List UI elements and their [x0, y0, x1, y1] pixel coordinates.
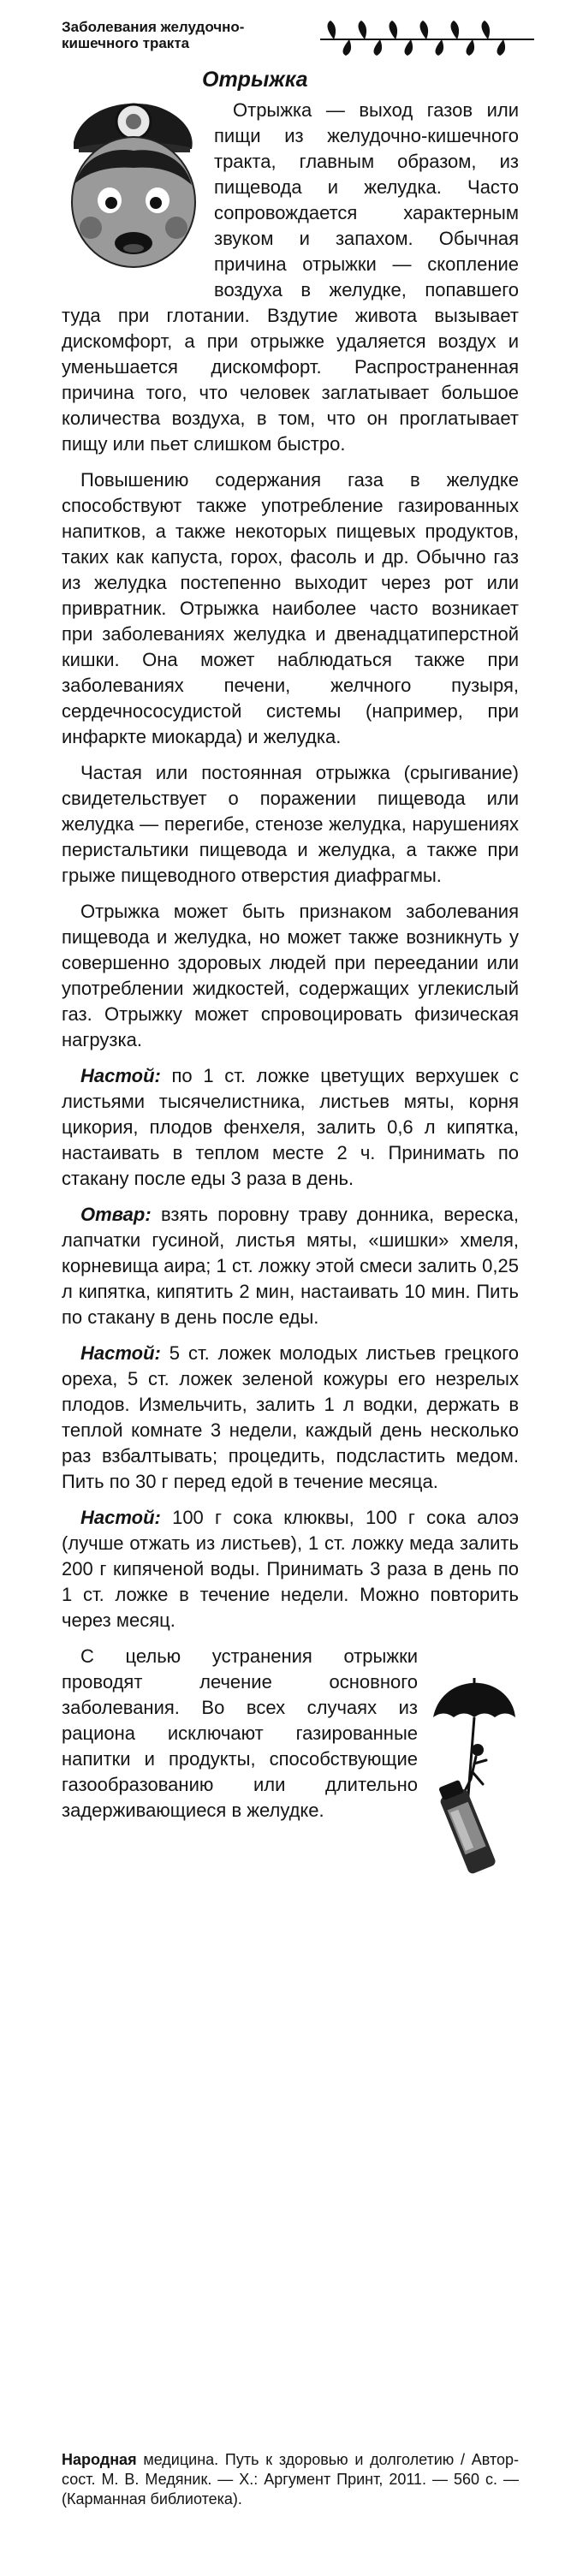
umbrella-figure-illustration-icon	[426, 1678, 519, 1880]
paragraph-closing: С целью устранения отрыжки проводят лечение основного заболевания. Во всех случаях из рациона исключают газированные напитки и продукты, способствующие газообразованию или длительно задерживающиеся в желудке.	[62, 1645, 418, 1821]
recipe-text: 5 ст. ложек молодых листьев грецкого ореха, 5 ст. ложек зеленой кожуры его незрелых плодов. Измельчить, залить 1 л водки, держать в теплой комнате 3 недели, каждый день несколько раз взбалтывать; процедить, подсластить медом. Пить по 30 г перед едой в течение месяца.	[62, 1342, 519, 1492]
recipe-text: взять поровну траву донника, вереска, лапчатки гусиной, листья мяты, «шишки» хмеля, корневища аира; 1 ст. ложку этой смеси залить 0,25 л кипятка, кипятить 2 мин, настаивать 10 мин. Пить по стакану в день после еды.	[62, 1204, 519, 1328]
recipe-text: по 1 ст. ложке цветущих верхушек с листьями тысячелистника, листьев мяты, корня цикория, плодов фенхеля, залить 0,6 л кипятка, настаивать в теплом месте 2 ч. Принимать по стакану после еды 3 раза в день.	[62, 1065, 519, 1189]
paragraph-intro: Отрыжка — выход газов или пищи из желудочно-кишечного тракта, главным образом, из пищевода и желудка. Часто сопровождается характерным звуком и запахом. Обычная причина отрыжки — скопление воздуха в желудке, попавшего туда при глотании. Вздутие живота вызывает дискомфорт, а при отрыжке удаляется воздух и уменьшается дискомфорт. Распространенная причина того, что человек заглатывает большое количества воздуха, в том, что он проглатывает пищу или пьет слишком быстро.	[62, 99, 519, 455]
recipe-lead: Настой:	[80, 1065, 161, 1086]
source-details: медицина. Путь к здоровью и долголетию / Автор-сост. М. В. Медяник. — Х.: Аргумент Принт, 2011. — 560 с. — (Карманная библиотека).	[62, 2451, 519, 2508]
recipe-item	[62, 1063, 519, 1192]
doctor-illustration-icon	[62, 98, 205, 279]
recipe-item	[62, 1202, 519, 1330]
recipe-item	[62, 1505, 519, 1633]
source-citation	[62, 2450, 519, 2509]
vine-ornament-icon	[318, 19, 537, 57]
paragraph-chronic: Частая или постоянная отрыжка (срыгивание) свидетельствует о поражении пищевода или желудка — перегибе, стенозе желудка, нарушениях перистальтики пищевода и желудка, а также при грыже пищеводного отверстия диафрагмы.	[62, 762, 519, 886]
recipe-item	[62, 1341, 519, 1495]
source-lead: Народная	[62, 2451, 137, 2468]
page-header	[62, 17, 541, 58]
section-label: Заболевания желудочно-кишечного тракта	[62, 19, 245, 51]
paragraph-healthy: Отрыжка может быть признаком заболевания пищевода и желудка, но может также возникнуть у совершенно здоровых людей при переедании или употреблении жидкостей, содержащих углекислый газ. Отрыжку может спровоцировать физическая нагрузка.	[62, 901, 519, 1050]
paragraph-causes: Повышению содержания газа в желудке способствуют также употребление газированных напитков, а также некоторых пищевых продуктов, таких как капуста, горох, фасоль и др. Обычно газ из желудка постепенно выходит через рот или привратник. Отрыжка наиболее часто возникает при заболеваниях желудка и двенадцатиперстной кишки. Она может наблюдаться также при заболеваниях печени, желчного пузыря, сердечнососудистой системы (например, при инфаркте миокарда) и желудка.	[62, 469, 519, 747]
recipe-lead: Настой:	[80, 1507, 161, 1528]
recipe-text: 100 г сока клюквы, 100 г сока алоэ (лучше отжать из листьев), 1 ст. ложку меда залить 200 г кипяченой воды. Принимать 3 раза в день по 1 ст. ложке в течение недели. Можно повторить через месяц.	[62, 1507, 519, 1631]
recipe-lead: Настой:	[80, 1342, 161, 1364]
recipe-lead: Отвар:	[80, 1204, 152, 1225]
article-title: Отрыжка	[202, 68, 308, 92]
article-body	[62, 98, 519, 1880]
